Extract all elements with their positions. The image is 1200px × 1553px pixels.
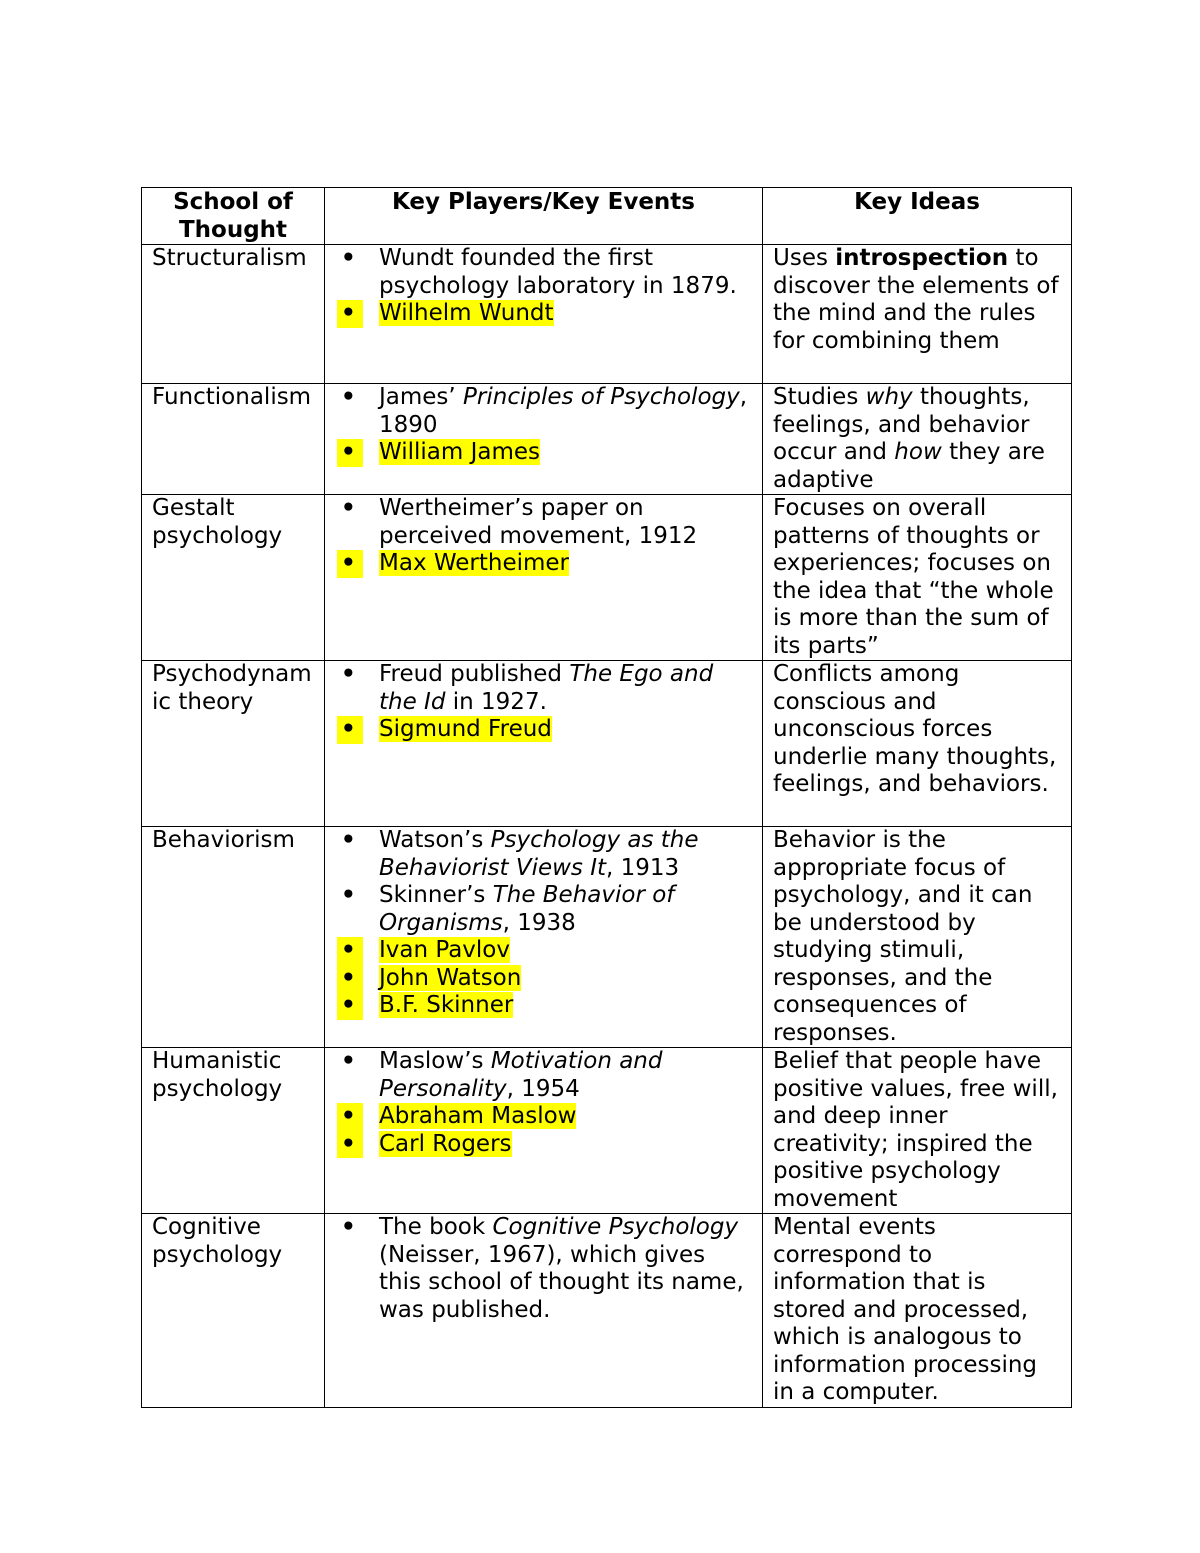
- players-cell: [325, 245, 763, 384]
- list-item: • Wundt founded the first psychology laboratory in 1879.: [379, 245, 752, 300]
- list-item-highlighted: • William James: [379, 439, 752, 467]
- list-item-highlighted: • Max Wertheimer: [379, 550, 752, 578]
- table-row: [142, 827, 1072, 1048]
- players-cell: [325, 384, 763, 495]
- table-row: [142, 1214, 1072, 1408]
- header-players: Key Players/Key Events: [325, 188, 763, 245]
- list-item-highlighted: • John Watson: [379, 965, 752, 993]
- players-cell: [325, 827, 763, 1048]
- events-list: [335, 495, 752, 578]
- list-item: • The book Cognitive Psychology (Neisser, 1967), which gives this school of thought its name, was published.: [379, 1214, 752, 1324]
- list-item-highlighted: • B.F. Skinner: [379, 992, 752, 1020]
- players-cell: [325, 1048, 763, 1214]
- school-cell: Humanistic psychology: [142, 1048, 325, 1214]
- list-item-highlighted: • Sigmund Freud: [379, 716, 752, 744]
- header-school: School of Thought: [142, 188, 325, 245]
- ideas-cell: Conflicts among conscious and unconscious forces underlie many thoughts, feelings, and behaviors.: [763, 661, 1072, 827]
- list-item-highlighted: • Abraham Maslow: [379, 1103, 752, 1131]
- table-row: [142, 661, 1072, 827]
- list-item: • Watson’s Psychology as the Behaviorist Views It, 1913: [379, 827, 752, 882]
- ideas-cell: Behavior is the appropriate focus of psychology, and it can be understood by studying stimuli, responses, and the consequences of responses.: [763, 827, 1072, 1048]
- schools-of-thought-table: [141, 187, 1072, 1408]
- ideas-cell: Studies why thoughts, feelings, and behavior occur and how they are adaptive: [763, 384, 1072, 495]
- list-item: • Wertheimer’s paper on perceived movement, 1912: [379, 495, 752, 550]
- players-cell: [325, 661, 763, 827]
- events-list: [335, 827, 752, 1020]
- list-item: • Maslow’s Motivation and Personality, 1954: [379, 1048, 752, 1103]
- table-row: [142, 495, 1072, 661]
- header-ideas: Key Ideas: [763, 188, 1072, 245]
- events-list: [335, 384, 752, 467]
- ideas-cell: Mental events correspond to information that is stored and processed, which is analogous to information processing in a computer.: [763, 1214, 1072, 1408]
- players-cell: [325, 495, 763, 661]
- events-list: [335, 661, 752, 744]
- players-cell: [325, 1214, 763, 1408]
- list-item-highlighted: • Ivan Pavlov: [379, 937, 752, 965]
- school-cell: Functionalism: [142, 384, 325, 495]
- ideas-cell: Uses introspection to discover the elements of the mind and the rules for combining them: [763, 245, 1072, 384]
- table-header-row: [142, 188, 1072, 245]
- list-item: • Skinner’s The Behavior of Organisms, 1938: [379, 882, 752, 937]
- list-item-highlighted: • Wilhelm Wundt: [379, 300, 752, 328]
- school-cell: Psychodynamic theory: [142, 661, 325, 827]
- list-item-highlighted: • Carl Rogers: [379, 1131, 752, 1159]
- events-list: [335, 1214, 752, 1324]
- events-list: [335, 1048, 752, 1158]
- events-list: [335, 245, 752, 328]
- ideas-cell: Focuses on overall patterns of thoughts or experiences; focuses on the idea that “the whole is more than the sum of its parts”: [763, 495, 1072, 661]
- school-cell: Gestalt psychology: [142, 495, 325, 661]
- ideas-cell: Belief that people have positive values, free will, and deep inner creativity; inspired the positive psychology movement: [763, 1048, 1072, 1214]
- table-row: [142, 245, 1072, 384]
- list-item: • James’ Principles of Psychology, 1890: [379, 384, 752, 439]
- table-row: [142, 1048, 1072, 1214]
- school-cell: Behaviorism: [142, 827, 325, 1048]
- list-item: • Freud published The Ego and the Id in 1927.: [379, 661, 752, 716]
- school-cell: Structuralism: [142, 245, 325, 384]
- table-row: [142, 384, 1072, 495]
- school-cell: Cognitive psychology: [142, 1214, 325, 1408]
